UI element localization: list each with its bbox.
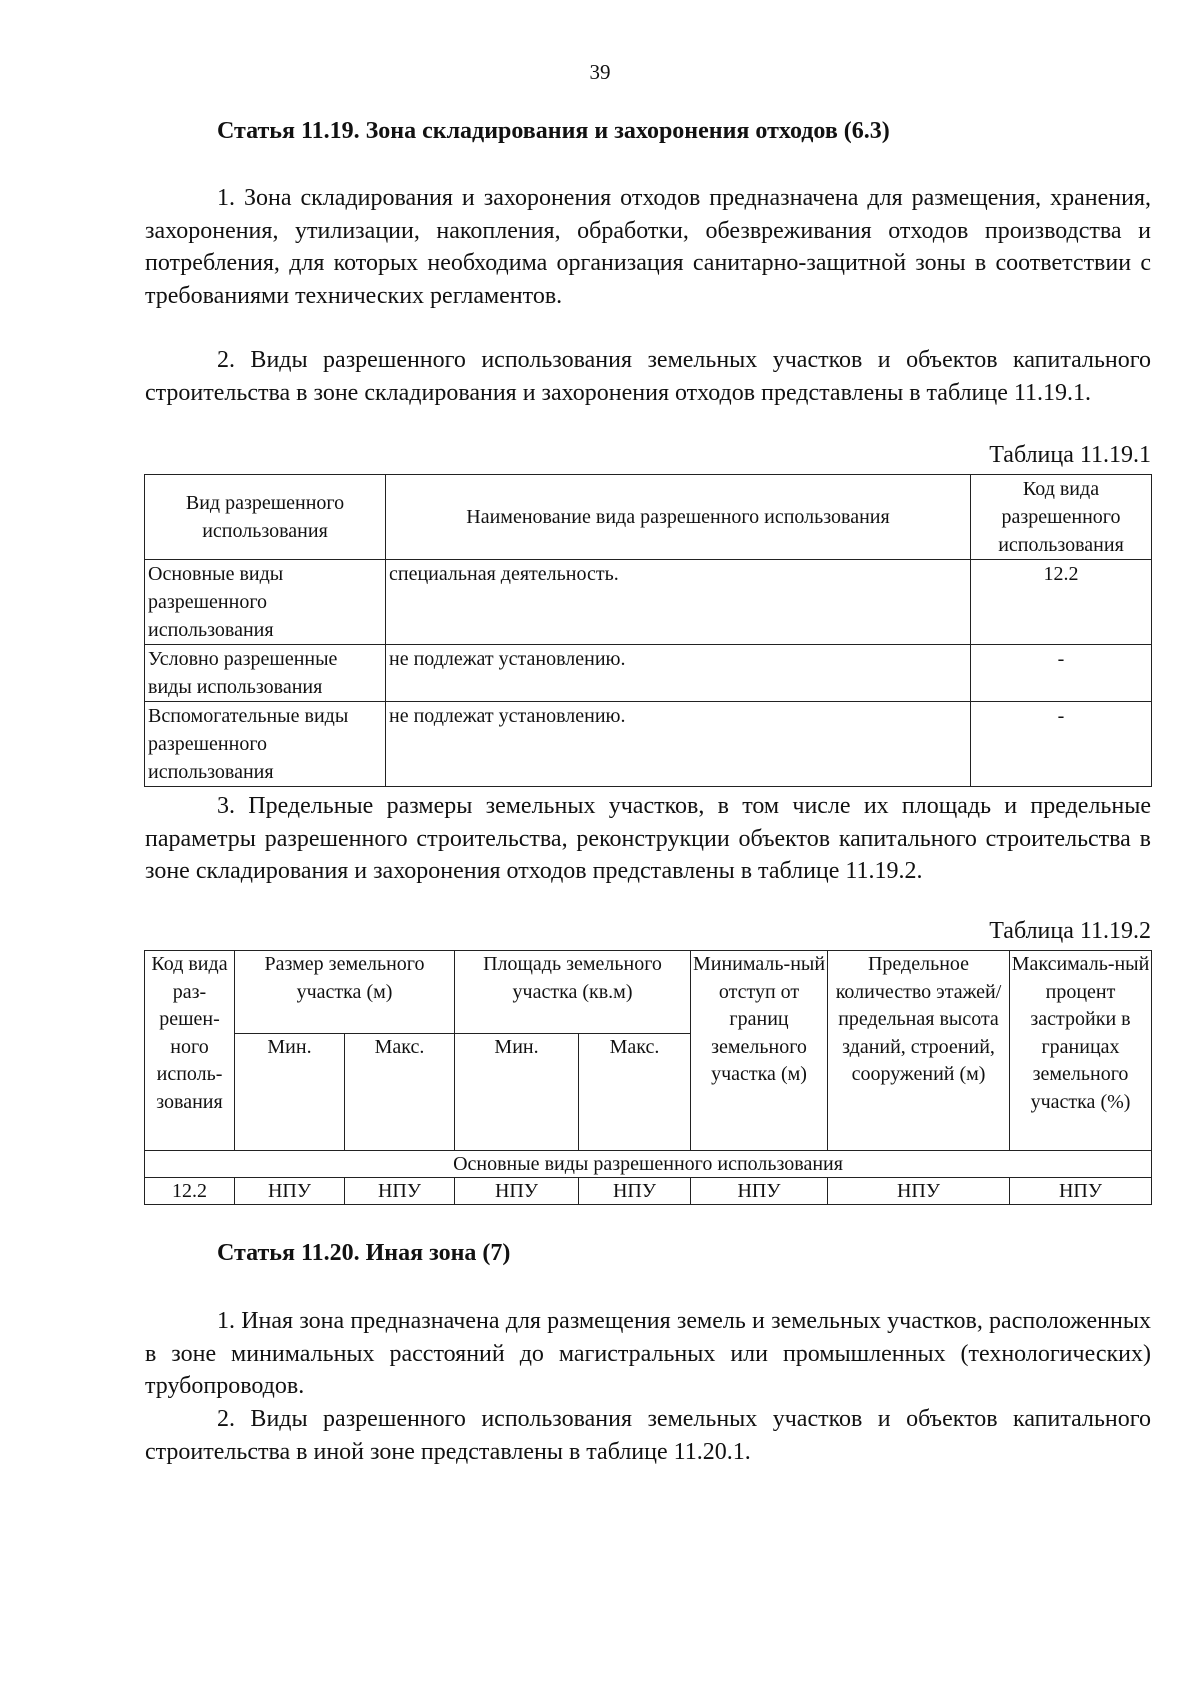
row-use-code: - [971,645,1152,702]
section-main-permitted-uses: Основные виды разрешенного использования [145,1151,1152,1178]
row-use-code: - [971,702,1152,787]
article-11-19-heading: Статья 11.19. Зона складирования и захоронения отходов (6.3) [217,118,890,144]
table-11-19-1-caption: Таблица 11.19.1 [989,442,1151,468]
table-11-19-2-caption: Таблица 11.19.2 [989,918,1151,944]
row-use-name: не подлежат установлению. [386,702,971,787]
cell-area-min: НПУ [455,1178,579,1205]
cell-size-max: НПУ [345,1178,455,1205]
row-use-code: 12.2 [971,560,1152,645]
cell-max-percent: НПУ [1010,1178,1152,1205]
header-permitted-use-type: Вид разрешенного использования [145,475,386,560]
row-label: Вспомогательные виды разрешенного использования [145,702,386,787]
cell-code: 12.2 [145,1178,235,1205]
table-row [145,1178,1152,1205]
article-11-20-paragraph-1: 1. Иная зона предназначена для размещения земель и земельных участков, расположенных в зоне минимальных расстояний до магистральных или промышленных (технологических) трубопроводов. [145,1308,1151,1399]
header-plot-size: Размер земельного участка (м) [235,951,455,1034]
header-area-min: Мин. [455,1034,579,1151]
page-number: 39 [589,60,611,84]
cell-min-indent: НПУ [691,1178,828,1205]
header-size-min: Мин. [235,1034,345,1151]
table-row [145,645,1152,702]
header-code: Код вида раз-решен-ного исполь-зования [145,951,235,1151]
row-use-name: специальная деятельность. [386,560,971,645]
table-11-19-1 [144,474,1152,787]
article-11-19-paragraph-2: 2. Виды разрешенного использования земельных участков и объектов капитального строительства в зоне складирования и захоронения отходов представлены в таблице 11.19.1. [145,347,1151,406]
row-label: Условно разрешенные виды использования [145,645,386,702]
table-section-row [145,1151,1152,1178]
cell-max-floors: НПУ [828,1178,1010,1205]
header-area-max: Макс. [579,1034,691,1151]
article-11-20-paragraph-2: 2. Виды разрешенного использования земельных участков и объектов капитального строительства в иной зоне представлены в таблице 11.20.1. [145,1406,1151,1465]
header-min-indent: Минималь-ный отступ от границ земельного участка (м) [691,951,828,1151]
table-header-row [145,475,1152,560]
header-max-percent: Максималь-ный процент застройки в границах земельного участка (%) [1010,951,1152,1151]
header-max-floors: Предельное количество этажей/ предельная высота зданий, строений, сооружений (м) [828,951,1010,1151]
article-11-19-paragraph-1: 1. Зона складирования и захоронения отходов предназначена для размещения, хранения, захоронения, утилизации, накопления, обработки, обезвреживания отходов производства и потребления, для которых необходима организация санитарно-защитной зоны в соответствии с требованиями технических регламентов. [145,185,1151,309]
table-11-19-2 [144,950,1152,1205]
header-permitted-use-name: Наименование вида разрешенного использования [386,475,971,560]
cell-size-min: НПУ [235,1178,345,1205]
header-size-max: Макс. [345,1034,455,1151]
row-use-name: не подлежат установлению. [386,645,971,702]
row-label: Основные виды разрешенного использования [145,560,386,645]
article-11-19-paragraph-3: 3. Предельные размеры земельных участков, в том числе их площадь и предельные параметры разрешенного строительства, реконструкции объектов капитального строительства в зоне складирования и захоронения отходов представлены в таблице 11.19.2. [145,793,1151,884]
table-row [145,702,1152,787]
article-11-20-heading: Статья 11.20. Иная зона (7) [217,1240,511,1266]
table-header-row [145,951,1152,1034]
header-plot-area: Площадь земельного участка (кв.м) [455,951,691,1034]
header-permitted-use-code: Код вида разрешенного использования [971,475,1152,560]
table-row [145,560,1152,645]
cell-area-max: НПУ [579,1178,691,1205]
